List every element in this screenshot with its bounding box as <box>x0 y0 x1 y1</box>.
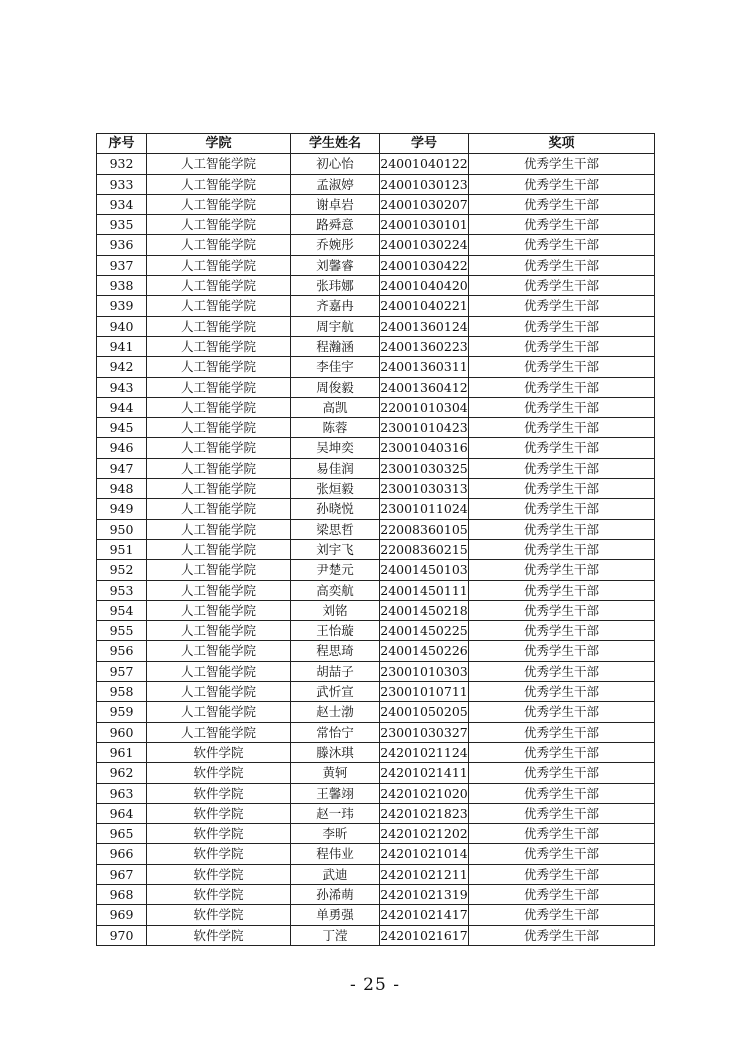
student-id-cell: 24001030123 <box>380 174 469 194</box>
student-name-cell: 常怡宁 <box>291 722 380 742</box>
student-id-cell: 24001360124 <box>380 316 469 336</box>
award-cell: 优秀学生干部 <box>469 682 655 702</box>
table-row <box>97 154 655 174</box>
header-index: 序号 <box>97 134 147 154</box>
index-cell: 943 <box>97 377 147 397</box>
student-name-cell: 乔婉彤 <box>291 235 380 255</box>
college-cell: 软件学院 <box>147 864 291 884</box>
index-cell: 955 <box>97 621 147 641</box>
index-cell: 932 <box>97 154 147 174</box>
table-row <box>97 803 655 823</box>
student-id-cell: 24001040221 <box>380 296 469 316</box>
college-cell: 人工智能学院 <box>147 600 291 620</box>
college-cell: 人工智能学院 <box>147 580 291 600</box>
student-id-cell: 24001030224 <box>380 235 469 255</box>
student-name-cell: 齐嘉冉 <box>291 296 380 316</box>
college-cell: 人工智能学院 <box>147 702 291 722</box>
student-id-cell: 24001360223 <box>380 336 469 356</box>
student-id-cell: 24201021211 <box>380 864 469 884</box>
award-cell: 优秀学生干部 <box>469 499 655 519</box>
index-cell: 963 <box>97 783 147 803</box>
index-cell: 965 <box>97 824 147 844</box>
college-cell: 软件学院 <box>147 925 291 945</box>
student-name-cell: 丁滢 <box>291 925 380 945</box>
student-name-cell: 胡喆子 <box>291 661 380 681</box>
award-cell: 优秀学生干部 <box>469 255 655 275</box>
index-cell: 944 <box>97 397 147 417</box>
student-name-cell: 李昕 <box>291 824 380 844</box>
college-cell: 软件学院 <box>147 824 291 844</box>
table-row <box>97 519 655 539</box>
student-name-cell: 梁思哲 <box>291 519 380 539</box>
table-row <box>97 905 655 925</box>
student-id-cell: 24201021617 <box>380 925 469 945</box>
index-cell: 941 <box>97 336 147 356</box>
college-cell: 人工智能学院 <box>147 235 291 255</box>
student-name-cell: 刘铭 <box>291 600 380 620</box>
college-cell: 人工智能学院 <box>147 621 291 641</box>
table-row <box>97 397 655 417</box>
index-cell: 935 <box>97 215 147 235</box>
index-cell: 969 <box>97 905 147 925</box>
college-cell: 人工智能学院 <box>147 397 291 417</box>
award-cell: 优秀学生干部 <box>469 824 655 844</box>
student-name-cell: 程瀚涵 <box>291 336 380 356</box>
student-name-cell: 黄轲 <box>291 763 380 783</box>
college-cell: 人工智能学院 <box>147 316 291 336</box>
index-cell: 948 <box>97 479 147 499</box>
college-cell: 软件学院 <box>147 742 291 762</box>
award-cell: 优秀学生干部 <box>469 539 655 559</box>
index-cell: 958 <box>97 682 147 702</box>
table-row <box>97 722 655 742</box>
table-row <box>97 539 655 559</box>
student-id-cell: 22008360215 <box>380 539 469 559</box>
award-cell: 优秀学生干部 <box>469 174 655 194</box>
student-name-cell: 王怡璇 <box>291 621 380 641</box>
student-name-cell: 张烜毅 <box>291 479 380 499</box>
table-row <box>97 682 655 702</box>
student-name-cell: 路舜意 <box>291 215 380 235</box>
table-row <box>97 884 655 904</box>
college-cell: 人工智能学院 <box>147 276 291 296</box>
index-cell: 962 <box>97 763 147 783</box>
index-cell: 933 <box>97 174 147 194</box>
college-cell: 软件学院 <box>147 884 291 904</box>
student-id-cell: 23001010423 <box>380 418 469 438</box>
student-name-cell: 孟淑婷 <box>291 174 380 194</box>
student-id-cell: 22001010304 <box>380 397 469 417</box>
table-row <box>97 255 655 275</box>
index-cell: 940 <box>97 316 147 336</box>
table-body <box>97 154 655 946</box>
table-row <box>97 458 655 478</box>
student-id-cell: 24201021014 <box>380 844 469 864</box>
award-cell: 优秀学生干部 <box>469 458 655 478</box>
award-cell: 优秀学生干部 <box>469 296 655 316</box>
table-row <box>97 824 655 844</box>
index-cell: 947 <box>97 458 147 478</box>
student-id-cell: 24001360311 <box>380 357 469 377</box>
index-cell: 957 <box>97 661 147 681</box>
table-row <box>97 377 655 397</box>
student-id-cell: 24001450218 <box>380 600 469 620</box>
student-id-cell: 24201021411 <box>380 763 469 783</box>
college-cell: 人工智能学院 <box>147 560 291 580</box>
table-row <box>97 844 655 864</box>
student-id-cell: 24201021823 <box>380 803 469 823</box>
college-cell: 人工智能学院 <box>147 255 291 275</box>
table-row <box>97 783 655 803</box>
student-name-cell: 武迪 <box>291 864 380 884</box>
student-name-cell: 王馨翊 <box>291 783 380 803</box>
index-cell: 968 <box>97 884 147 904</box>
table-row <box>97 560 655 580</box>
student-id-cell: 24201021319 <box>380 884 469 904</box>
college-cell: 软件学院 <box>147 844 291 864</box>
header-student-name: 学生姓名 <box>291 134 380 154</box>
table-header <box>97 134 655 154</box>
index-cell: 937 <box>97 255 147 275</box>
student-id-cell: 23001011024 <box>380 499 469 519</box>
table-row <box>97 215 655 235</box>
award-cell: 优秀学生干部 <box>469 722 655 742</box>
student-id-cell: 24201021124 <box>380 742 469 762</box>
index-cell: 950 <box>97 519 147 539</box>
student-id-cell: 24001030101 <box>380 215 469 235</box>
student-id-cell: 24201021202 <box>380 824 469 844</box>
college-cell: 人工智能学院 <box>147 722 291 742</box>
header-college: 学院 <box>147 134 291 154</box>
college-cell: 人工智能学院 <box>147 215 291 235</box>
table-row <box>97 418 655 438</box>
table-row <box>97 438 655 458</box>
index-cell: 951 <box>97 539 147 559</box>
award-cell: 优秀学生干部 <box>469 864 655 884</box>
table-row <box>97 499 655 519</box>
table-row <box>97 864 655 884</box>
award-cell: 优秀学生干部 <box>469 702 655 722</box>
college-cell: 软件学院 <box>147 905 291 925</box>
table-row <box>97 296 655 316</box>
student-name-cell: 程思琦 <box>291 641 380 661</box>
table-row <box>97 600 655 620</box>
student-id-cell: 24001360412 <box>380 377 469 397</box>
student-name-cell: 陈蓉 <box>291 418 380 438</box>
student-name-cell: 单勇强 <box>291 905 380 925</box>
college-cell: 软件学院 <box>147 803 291 823</box>
student-name-cell: 张玮娜 <box>291 276 380 296</box>
student-id-cell: 23001030313 <box>380 479 469 499</box>
table-row <box>97 621 655 641</box>
student-id-cell: 24001450225 <box>380 621 469 641</box>
page-number: - 25 - <box>350 975 400 995</box>
student-id-cell: 24001450226 <box>380 641 469 661</box>
student-name-cell: 赵一玮 <box>291 803 380 823</box>
table-row <box>97 661 655 681</box>
index-cell: 945 <box>97 418 147 438</box>
index-cell: 938 <box>97 276 147 296</box>
award-cell: 优秀学生干部 <box>469 661 655 681</box>
student-name-cell: 刘馨睿 <box>291 255 380 275</box>
index-cell: 964 <box>97 803 147 823</box>
college-cell: 人工智能学院 <box>147 174 291 194</box>
college-cell: 人工智能学院 <box>147 479 291 499</box>
award-cell: 优秀学生干部 <box>469 925 655 945</box>
award-cell: 优秀学生干部 <box>469 742 655 762</box>
student-id-cell: 23001030325 <box>380 458 469 478</box>
student-id-cell: 22008360105 <box>380 519 469 539</box>
college-cell: 人工智能学院 <box>147 296 291 316</box>
student-id-cell: 24001050205 <box>380 702 469 722</box>
student-id-cell: 23001010303 <box>380 661 469 681</box>
student-id-cell: 23001010711 <box>380 682 469 702</box>
award-cell: 优秀学生干部 <box>469 154 655 174</box>
award-cell: 优秀学生干部 <box>469 235 655 255</box>
college-cell: 人工智能学院 <box>147 154 291 174</box>
award-cell: 优秀学生干部 <box>469 560 655 580</box>
index-cell: 946 <box>97 438 147 458</box>
index-cell: 970 <box>97 925 147 945</box>
college-cell: 人工智能学院 <box>147 682 291 702</box>
index-cell: 959 <box>97 702 147 722</box>
table-row <box>97 742 655 762</box>
award-cell: 优秀学生干部 <box>469 418 655 438</box>
award-cell: 优秀学生干部 <box>469 336 655 356</box>
table-row <box>97 580 655 600</box>
table-row <box>97 336 655 356</box>
student-name-cell: 武忻宣 <box>291 682 380 702</box>
award-cell: 优秀学生干部 <box>469 803 655 823</box>
table-row <box>97 641 655 661</box>
student-name-cell: 吴坤奕 <box>291 438 380 458</box>
student-name-cell: 初心怡 <box>291 154 380 174</box>
college-cell: 人工智能学院 <box>147 438 291 458</box>
college-cell: 人工智能学院 <box>147 194 291 214</box>
student-name-cell: 赵士渤 <box>291 702 380 722</box>
table-row <box>97 357 655 377</box>
student-name-cell: 程伟业 <box>291 844 380 864</box>
award-cell: 优秀学生干部 <box>469 580 655 600</box>
award-cell: 优秀学生干部 <box>469 763 655 783</box>
index-cell: 967 <box>97 864 147 884</box>
award-cell: 优秀学生干部 <box>469 397 655 417</box>
student-name-cell: 高奕航 <box>291 580 380 600</box>
award-cell: 优秀学生干部 <box>469 519 655 539</box>
table-row <box>97 479 655 499</box>
student-name-cell: 滕沐琪 <box>291 742 380 762</box>
college-cell: 人工智能学院 <box>147 458 291 478</box>
award-cell: 优秀学生干部 <box>469 641 655 661</box>
college-cell: 人工智能学院 <box>147 418 291 438</box>
index-cell: 954 <box>97 600 147 620</box>
index-cell: 953 <box>97 580 147 600</box>
award-cell: 优秀学生干部 <box>469 194 655 214</box>
student-name-cell: 李佳宇 <box>291 357 380 377</box>
college-cell: 软件学院 <box>147 763 291 783</box>
table-row <box>97 194 655 214</box>
table-row <box>97 316 655 336</box>
student-id-cell: 24001450111 <box>380 580 469 600</box>
student-name-cell: 尹楚元 <box>291 560 380 580</box>
award-table <box>96 133 655 946</box>
student-name-cell: 孙浠萌 <box>291 884 380 904</box>
header-row <box>97 134 655 154</box>
college-cell: 人工智能学院 <box>147 641 291 661</box>
award-cell: 优秀学生干部 <box>469 276 655 296</box>
award-cell: 优秀学生干部 <box>469 479 655 499</box>
award-cell: 优秀学生干部 <box>469 905 655 925</box>
award-cell: 优秀学生干部 <box>469 884 655 904</box>
index-cell: 939 <box>97 296 147 316</box>
student-id-cell: 24001030422 <box>380 255 469 275</box>
student-id-cell: 24201021020 <box>380 783 469 803</box>
award-cell: 优秀学生干部 <box>469 316 655 336</box>
college-cell: 人工智能学院 <box>147 519 291 539</box>
student-name-cell: 高凯 <box>291 397 380 417</box>
student-name-cell: 易佳润 <box>291 458 380 478</box>
college-cell: 软件学院 <box>147 783 291 803</box>
student-name-cell: 周俊毅 <box>291 377 380 397</box>
student-name-cell: 谢卓岩 <box>291 194 380 214</box>
student-id-cell: 23001040316 <box>380 438 469 458</box>
student-id-cell: 24001040420 <box>380 276 469 296</box>
college-cell: 人工智能学院 <box>147 377 291 397</box>
index-cell: 961 <box>97 742 147 762</box>
student-id-cell: 24001450103 <box>380 560 469 580</box>
index-cell: 966 <box>97 844 147 864</box>
student-id-cell: 23001030327 <box>380 722 469 742</box>
award-cell: 优秀学生干部 <box>469 844 655 864</box>
header-award: 奖项 <box>469 134 655 154</box>
student-name-cell: 周宇航 <box>291 316 380 336</box>
college-cell: 人工智能学院 <box>147 357 291 377</box>
student-name-cell: 刘宇飞 <box>291 539 380 559</box>
header-student-id: 学号 <box>380 134 469 154</box>
college-cell: 人工智能学院 <box>147 539 291 559</box>
award-cell: 优秀学生干部 <box>469 783 655 803</box>
table-row <box>97 174 655 194</box>
award-cell: 优秀学生干部 <box>469 438 655 458</box>
award-cell: 优秀学生干部 <box>469 215 655 235</box>
table-row <box>97 235 655 255</box>
college-cell: 人工智能学院 <box>147 336 291 356</box>
award-cell: 优秀学生干部 <box>469 600 655 620</box>
student-id-cell: 24201021417 <box>380 905 469 925</box>
college-cell: 人工智能学院 <box>147 499 291 519</box>
table-row <box>97 763 655 783</box>
index-cell: 936 <box>97 235 147 255</box>
table-row <box>97 925 655 945</box>
college-cell: 人工智能学院 <box>147 661 291 681</box>
student-id-cell: 24001030207 <box>380 194 469 214</box>
table-row <box>97 702 655 722</box>
index-cell: 934 <box>97 194 147 214</box>
index-cell: 956 <box>97 641 147 661</box>
student-name-cell: 孙晓悦 <box>291 499 380 519</box>
index-cell: 952 <box>97 560 147 580</box>
index-cell: 960 <box>97 722 147 742</box>
table-row <box>97 276 655 296</box>
award-cell: 优秀学生干部 <box>469 357 655 377</box>
student-id-cell: 24001040122 <box>380 154 469 174</box>
index-cell: 949 <box>97 499 147 519</box>
award-cell: 优秀学生干部 <box>469 377 655 397</box>
index-cell: 942 <box>97 357 147 377</box>
award-cell: 优秀学生干部 <box>469 621 655 641</box>
